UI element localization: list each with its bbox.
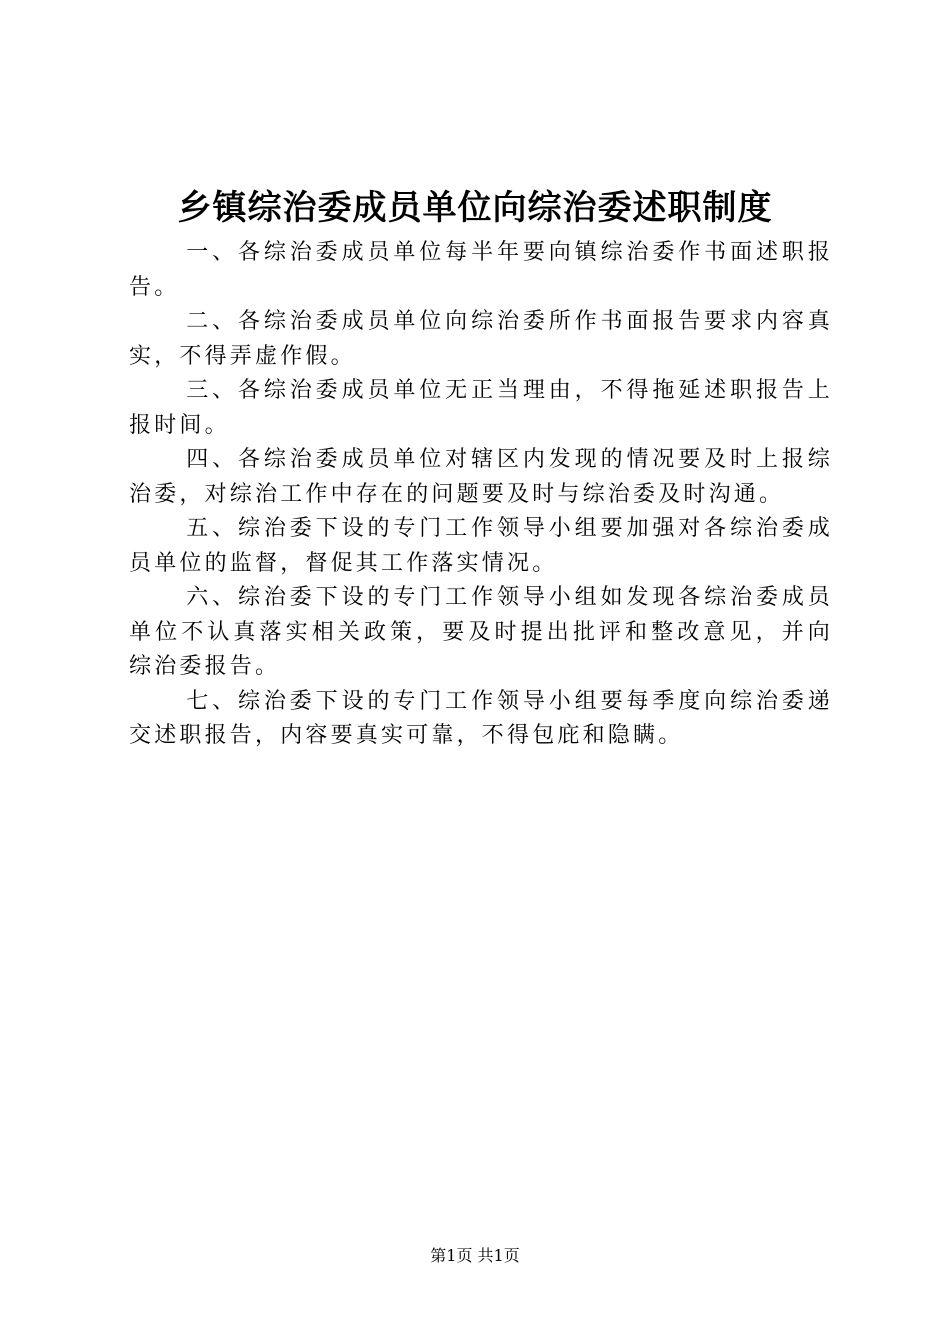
paragraph-5: 五、综治委下设的专门工作领导小组要加强对各综治委成员单位的监督，督促其工作落实情况。 <box>129 516 833 576</box>
paragraph-6: 六、综治委下设的专门工作领导小组如发现各综治委成员单位不认真落实相关政策，要及时提出批评和整改意见，并向综治委报告。 <box>129 585 833 679</box>
document-title: 乡镇综治委成员单位向综治委述职制度 <box>177 188 773 228</box>
paragraph-1: 一、各综治委成员单位每半年要向镇综治委作书面述职报告。 <box>129 240 833 300</box>
page-number-footer: 第1页 共1页 <box>430 1246 520 1265</box>
paragraph-4: 四、各综治委成员单位对辖区内发现的情况要及时上报综治委，对综治工作中存在的问题要及时与综治委及时沟通。 <box>129 447 833 507</box>
paragraph-3: 三、各综治委成员单位无正当理由，不得拖延述职报告上报时间。 <box>129 378 833 438</box>
paragraph-2: 二、各综治委成员单位向综治委所作书面报告要求内容真实，不得弄虚作假。 <box>129 309 833 369</box>
paragraph-7: 七、综治委下设的专门工作领导小组要每季度向综治委递交述职报告，内容要真实可靠，不得包庇和隐瞒。 <box>129 688 833 748</box>
document-body <box>129 236 833 754</box>
